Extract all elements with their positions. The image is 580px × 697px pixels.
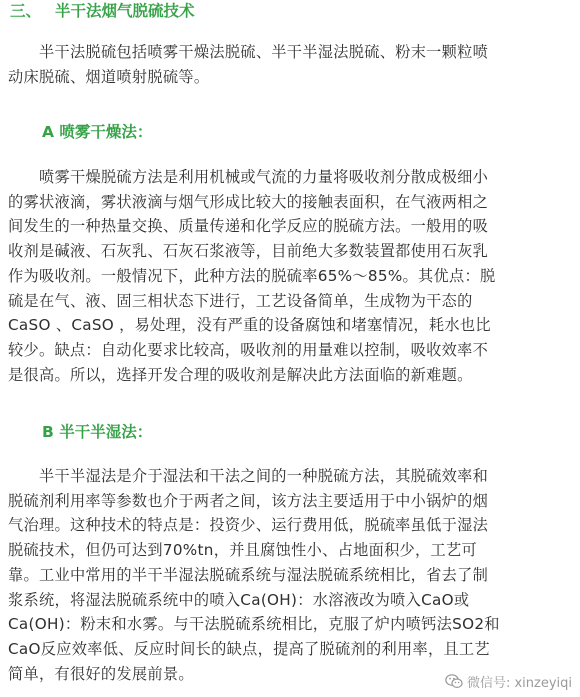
section-title: 半干法烟气脱硫技术 <box>55 2 195 20</box>
text-line: 靠。工业中常用的半干半湿法脱硫系统与湿法脱硫系统相比，省去了制 <box>8 565 489 584</box>
paragraph-a <box>8 165 574 387</box>
text-line: 半干半湿法是介于湿法和干法之间的一种脱硫方法，其脱硫效率和 <box>39 467 489 485</box>
text-line: 作为吸收剂。一般情况下，此种方法的脱硫率65%～85%。其优点：脱 <box>8 266 496 285</box>
watermark <box>443 671 574 691</box>
subsection-a-heading: A 喷雾干燥法： <box>42 123 153 141</box>
text-line: 动床脱硫、烟道喷射脱硫等。 <box>8 67 210 86</box>
wechat-icon <box>445 674 463 689</box>
text-line: 硫是在气、液、固三相状态下进行，工艺设备简单，生成物为干态的 <box>8 291 473 310</box>
subsection-b-heading: B 半干半湿法： <box>42 423 153 441</box>
text-line: 脱硫剂利用率等参数也介于两者之间，该方法主要适用于中小锅炉的烟 <box>8 491 489 510</box>
text-line: 脱硫技术，但仍可达到70%tn，并且腐蚀性小、占地面积少，工艺可 <box>8 541 477 560</box>
text-line: 半干法脱硫包括喷雾干燥法脱硫、半干半湿法脱硫、粉末一颗粒喷 <box>39 43 489 61</box>
text-line: 较少。缺点：自动化要求比较高，吸收剂的用量难以控制，吸收效率不 <box>8 340 489 359</box>
section-heading <box>10 1 195 21</box>
text-line: 的雾状液滴，雾状液滴与烟气形成比较大的接触表面积，在气液两相之 <box>8 192 489 211</box>
text-line: 收剂是碱液、石灰乳、石灰石浆液等，目前绝大多数装置都使用石灰乳 <box>8 242 489 261</box>
text-line: 简单，有很好的发展前景。 <box>8 664 194 683</box>
section-number: 三、 <box>10 2 42 20</box>
text-line: Ca(OH)：粉末和水雾。与干法脱硫系统相比，克服了炉内喷钙法SO2和 <box>8 615 500 634</box>
intro-paragraph <box>8 40 574 89</box>
text-line: 浆系统，将湿法脱硫系统中的喷入Ca(OH)：水溶液改为喷入CaO或 <box>8 590 470 609</box>
watermark-text: 微信号: xinzeyiqi <box>466 675 572 691</box>
text-line: 间发生的一种热量交换、质量传递和化学反应的脱硫方法。一般用的吸 <box>8 217 489 236</box>
text-line: 喷雾干燥脱硫方法是利用机械或气流的力量将吸收剂分散成极细小 <box>39 168 489 186</box>
text-line: CaO反应效率低、反应时间长的缺点，提高了脱硫剂的利用率，且工艺 <box>8 639 490 658</box>
paragraph-b <box>8 464 574 686</box>
text-line: 气治理。这种技术的特点是：投资少、运行费用低，脱硫率虽低于湿法 <box>8 516 489 535</box>
text-line: 是很高。所以，选择开发合理的吸收剂是解决此方法面临的新难题。 <box>8 365 473 384</box>
text-line: CaSO 、CaSO ，易处理，没有严重的设备腐蚀和堵塞情况，耗水也比 <box>8 316 491 335</box>
